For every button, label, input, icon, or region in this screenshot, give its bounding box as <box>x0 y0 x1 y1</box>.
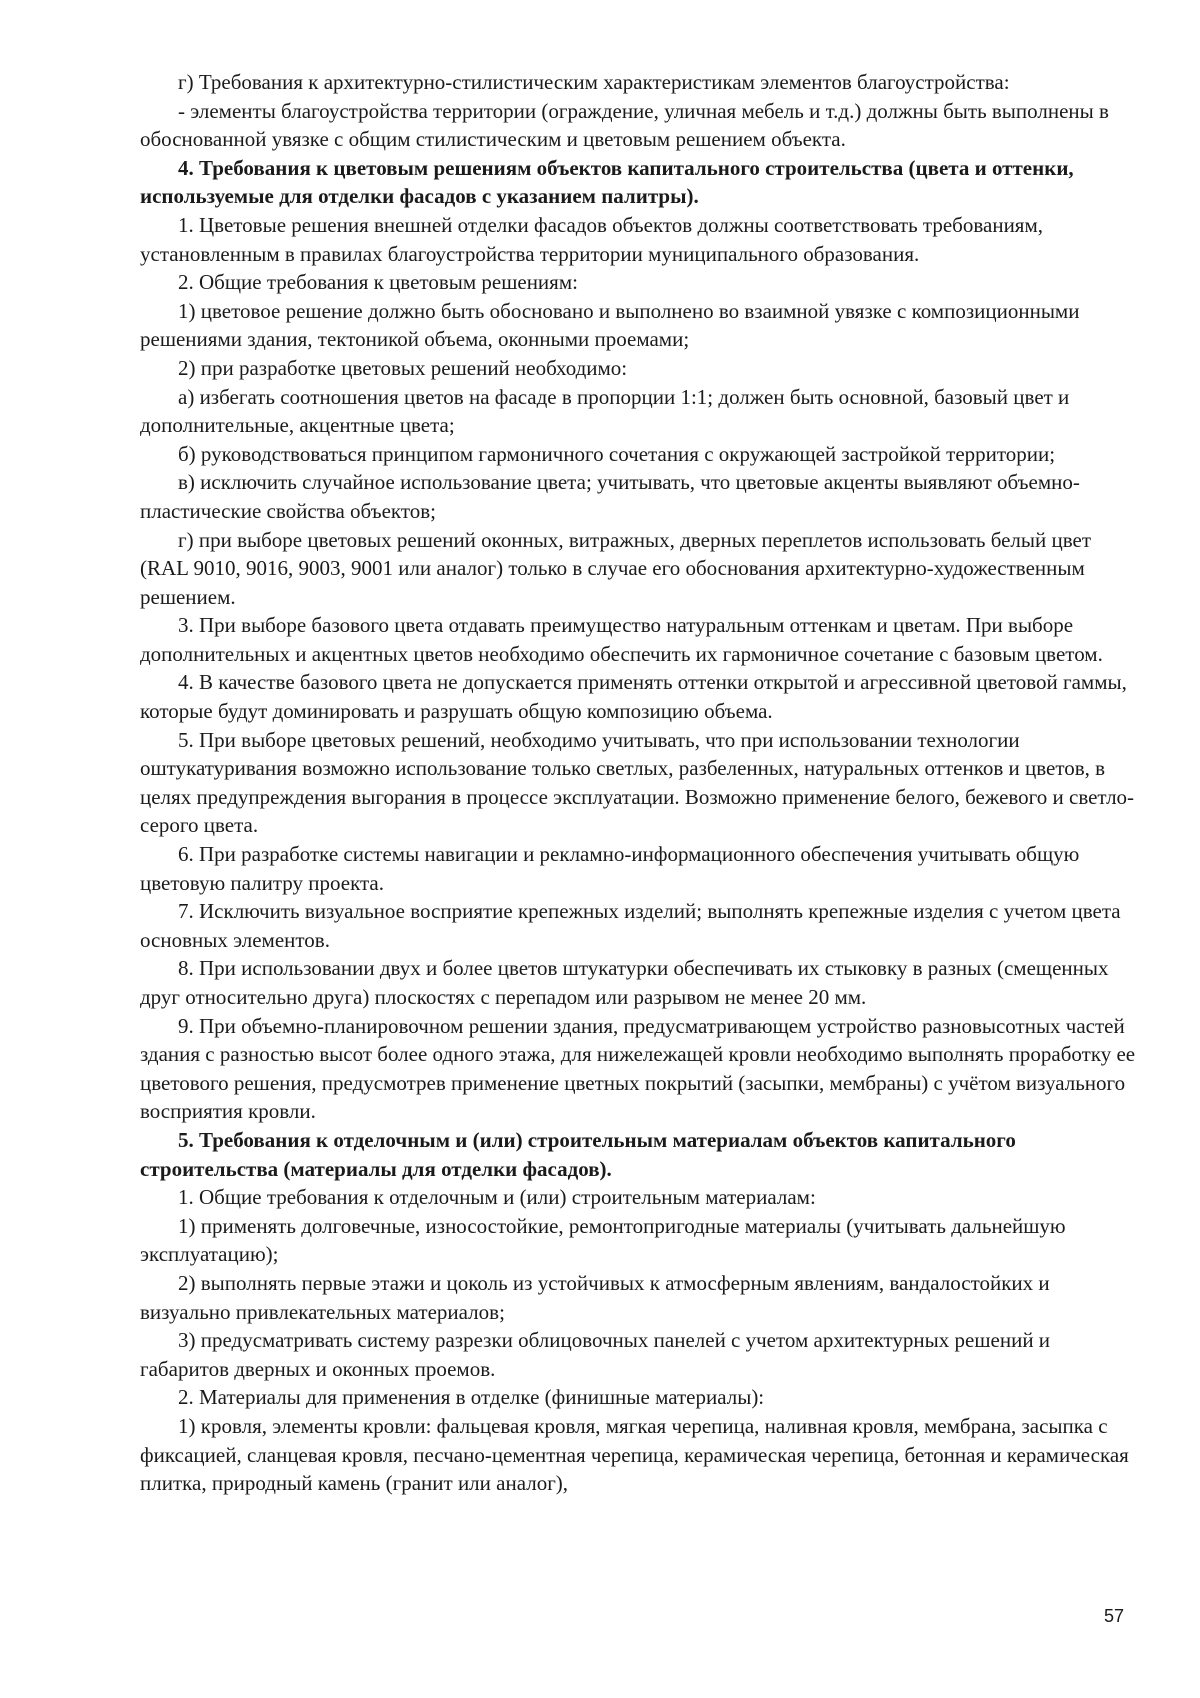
paragraph: 6. При разработке системы навигации и рекламно-информационного обеспечения учитывать общую цветовую палитру проекта. <box>140 842 1080 895</box>
paragraph: 4. В качестве базового цвета не допускается применять оттенки открытой и агрессивной цветовой гаммы, которые будут доминировать и разрушать общую композицию объема. <box>140 670 1127 724</box>
paragraph: 2. Материалы для применения в отделке (финишные материалы): <box>178 1385 765 1410</box>
document-body <box>140 68 1140 1498</box>
paragraph: 2) при разработке цветовых решений необходимо: <box>178 355 628 380</box>
paragraph: а) избегать соотношения цветов на фасаде в пропорции 1:1; должен быть основной, базовый цвет и дополнительные, акцентные цвета; <box>140 384 1070 438</box>
paragraph: 1) кровля, элементы кровли: фальцевая кровля, мягкая черепица, наливная кровля, мембрана, засыпка с фиксацией, сланцевая кровля, песчано-цементная черепица, керамическая черепица, бетонная и керамическая плитка, природный камень (гранит или аналог), <box>140 1413 1129 1496</box>
paragraph: 8. При использовании двух и более цветов штукатурки обеспечивать их стыковку в разных (смещенных друг относительно друга) плоскостях с перепадом или разрывом не менее 20 мм. <box>140 956 1109 1009</box>
paragraph: 2) выполнять первые этажи и цоколь из устойчивых к атмосферным явлениям, вандалостойких и визуально привлекательных материалов; <box>140 1270 1050 1324</box>
paragraph: 9. При объемно-планировочном решении здания, предусматривающем устройство разновысотных частей здания с разностью высот более одного этажа, для нижележащей кровли необходимо выполнять проработку ее цветового решения, предусмотрев применение цветных покрытий (засыпки, мембраны) с учётом визуального восприятия кровли. <box>140 1013 1136 1124</box>
paragraph: в) исключить случайное использование цвета; учитывать, что цветовые акценты выявляют объемно-пластические свойства объектов; <box>140 470 1080 523</box>
paragraph: г) Требования к архитектурно-стилистическим характеристикам элементов благоустройства: <box>178 70 1010 94</box>
paragraph: 3. При выборе базового цвета отдавать преимущество натуральным оттенкам и цветам. При выборе дополнительных и акцентных цветов необходимо обеспечить их гармоничное сочетание с базовым цветом. <box>140 613 1103 666</box>
paragraph: 7. Исключить визуальное восприятие крепежных изделий; выполнять крепежные изделия с учетом цвета основных элементов. <box>140 899 1121 952</box>
paragraph: - элементы благоустройства территории (ограждение, уличная мебель и т.д.) должны быть выполнены в обоснованной увязке с общим стилистическим и цветовым решением объекта. <box>140 98 1109 152</box>
paragraph: 2. Общие требования к цветовым решениям: <box>178 270 578 295</box>
paragraph: 3) предусматривать систему разрезки облицовочных панелей с учетом архитектурных решений и габаритов дверных и оконных проемов. <box>140 1328 1051 1381</box>
paragraph: 1. Общие требования к отделочным и (или) строительным материалам: <box>178 1185 816 1210</box>
paragraph: 1) применять долговечные, износостойкие, ремонтопригодные материалы (учитывать дальнейшую эксплуатацию); <box>140 1213 1066 1267</box>
paragraph: 1) цветовое решение должно быть обосновано и выполнено во взаимной увязке с композиционными решениями здания, тектоникой объема, оконными проемами; <box>140 298 1080 352</box>
paragraph: 5. При выборе цветовых решений, необходимо учитывать, что при использовании технологии оштукатуривания возможно использование только светлых, разбеленных, натуральных оттенков и цветов, в целях предупреждения выгорания в процессе эксплуатации. Возможно применение белого, бежевого и светло-серого цвета. <box>140 727 1135 838</box>
paragraph: б) руководствоваться принципом гармоничного сочетания с окружающей застройкой территории; <box>178 441 1056 466</box>
section-heading: 4. Требования к цветовым решениям объектов капитального строительства (цвета и оттенки, используемые для отделки фасадов с указанием палитры). <box>140 155 1074 209</box>
paragraph: 1. Цветовые решения внешней отделки фасадов объектов должны соответствовать требованиям, установленным в правилах благоустройства территории муниципального образования. <box>140 212 1043 266</box>
page-number: 57 <box>1104 1606 1125 1626</box>
section-heading: 5. Требования к отделочным и (или) строительным материалам объектов капитального строительства (материалы для отделки фасадов). <box>140 1127 1016 1181</box>
paragraph: г) при выборе цветовых решений оконных, витражных, дверных переплетов использовать белый цвет (RAL 9010, 9016, 9003, 9001 или аналог) только в случае его обоснования архитектурно-художественным решением. <box>140 527 1092 609</box>
